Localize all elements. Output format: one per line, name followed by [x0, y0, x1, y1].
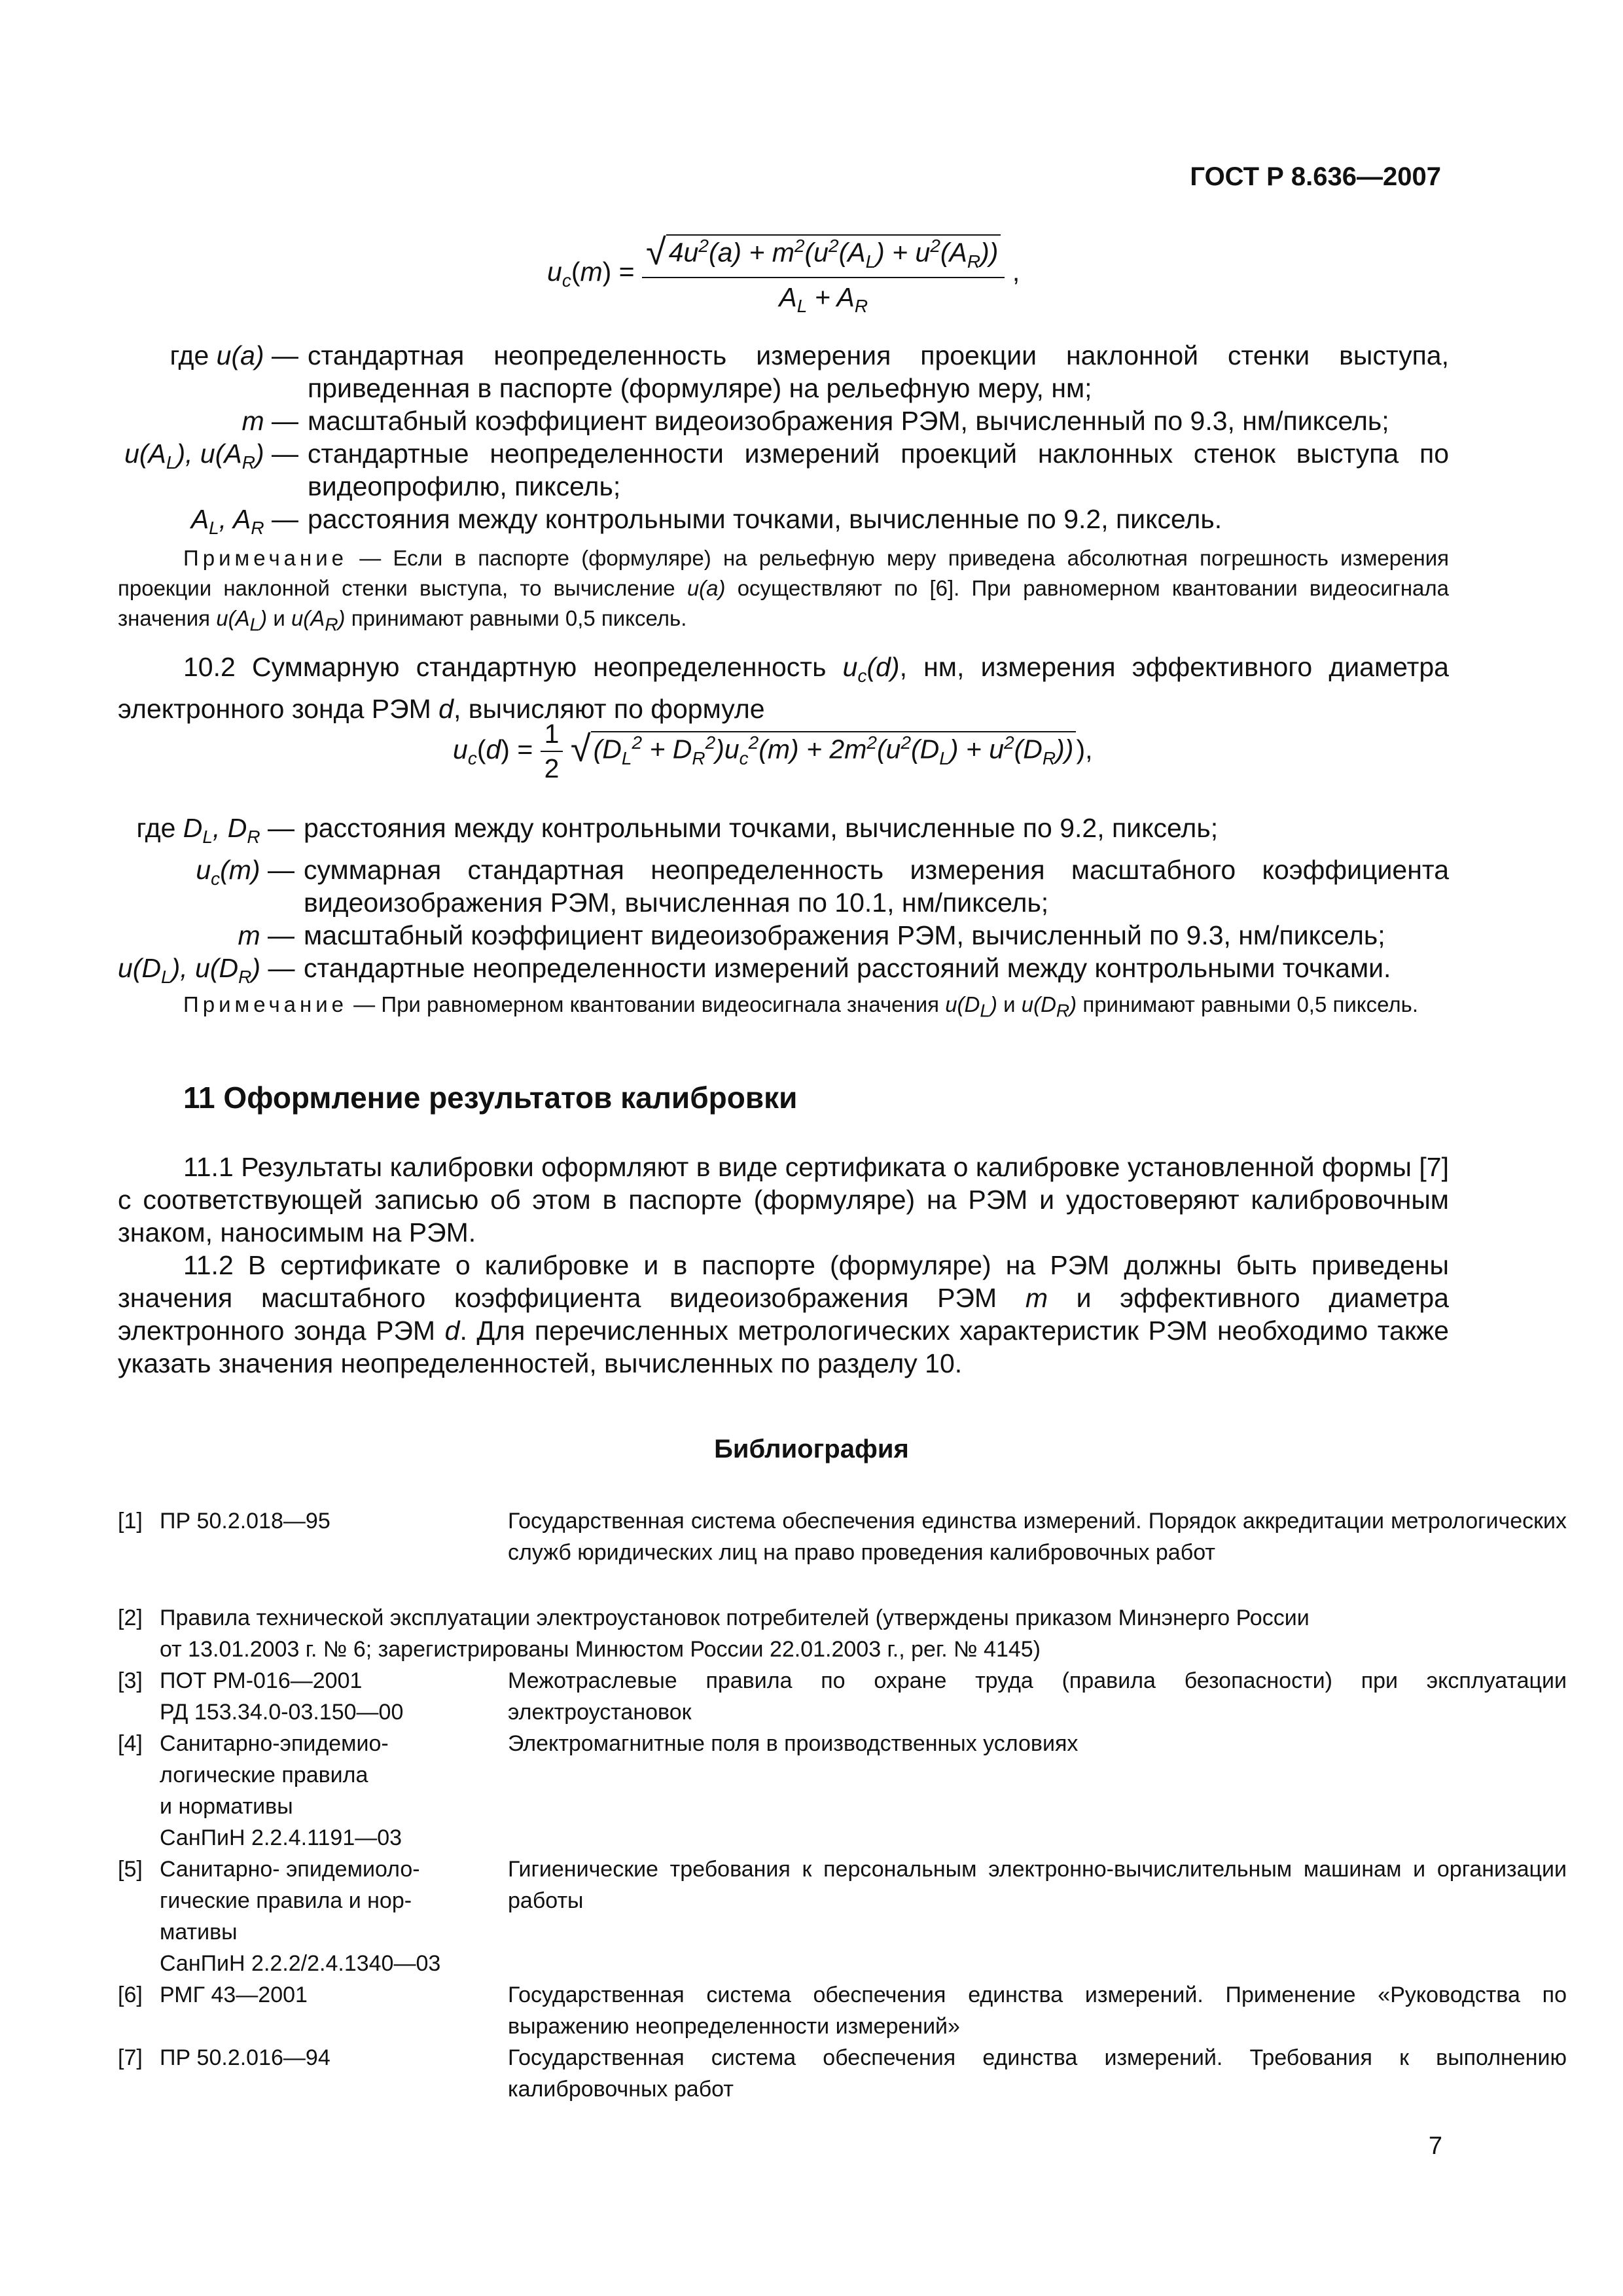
definition-row: $u(D_L)$, $u(D_R)$ — стандартные неопределенности измерений расстояний между контрольными точками.	[118, 953, 1391, 988]
note-label: Примечание	[183, 992, 348, 1016]
definition-row: где $D_L$, $D_R$ — расстояния между контрольными точками, вычисленные по 9.2, пиксель;	[136, 813, 1219, 848]
definitions-formula-1	[118, 339, 1449, 545]
definition-row: m — масштабный коэффициент видеоизображения РЭМ, вычисленный по 9.3, нм/пиксель;	[241, 406, 1389, 436]
section-11-heading: 11 Оформление результатов калибровки	[183, 1081, 798, 1115]
bibliography-title: Библиография	[714, 1435, 909, 1463]
page-number: 7	[1428, 2132, 1442, 2160]
definition-row: где u(a) — стандартная неопределенность измерения проекции наклонной стенки выступа, приведенная в паспорте (формуляре) на рельефную меру, нм;	[169, 340, 1449, 403]
definition-row: m — масштабный коэффициент видеоизображения РЭМ, вычисленный по 9.3, нм/пиксель;	[238, 920, 1385, 951]
definitions-formula-2	[118, 812, 1449, 994]
paragraph-11-1: 11.1 Результаты калибровки оформляют в виде сертификата о калибровке установленной формы [7] с соответствующей записью об этом в паспорте (формуляре) на РЭМ и удостоверяют калибровочным знаком, наносимым на РЭМ.	[118, 1152, 1449, 1247]
definition-row: $u_c(m)$ — суммарная стандартная неопределенность измерения масштабного коэффициента видеоизображения РЭМ, вычисленная по 10.1, нм/пиксель;	[196, 855, 1449, 918]
definition-row: $u(A_L)$, $u(A_R)$ — стандартные неопределенности измерений проекций наклонных стенок выступа по видеопрофилю, пиксель;	[124, 439, 1449, 501]
bibliography-list: [1] ПР 50.2.018—95 Государственная система обеспечения единства измерений. Порядок аккредитации метрологических служб юридических лиц на право проведения калибровочных работ [2] Правила технической эксплуатации электроустановок потребителей (утверждены приказом Минэнерго России от 13.01.2003 г. № 6; зарегистрированы Минюстом России 22.01.2003 г., рег. № 4145) [3] ПОТ РМ-016—2001 РД 153.34.0-03.150—00 Межотраслевые правила по охране труда (правила безопасности) при эксплуатации электроустановок [4] Санитарно-эпидемио- логические правила и нормативы СанПиН 2.2.4.1191—03 Электромагнитные поля в производственных условиях [5] Санитарно- эпидемиоло- гические правила и нор- мативы СанПиН 2.2.2/2.4.1340—03 Гигиенические требования к персональным электронно-вычислительным машинам и организации работы [6] РМГ 43—2001 Государственная система обеспечения единства измерений. Применение «Руководства по выражению неопределенности измерений» [7] ПР 50.2.016—94 Государственная система обеспечения единства измерений. Требования к выполнению калибровочных работ	[118, 1509, 1567, 2102]
note-label: Примечание	[183, 546, 348, 570]
note-2: Примечание — При равномерном квантовании видеосигнала значения $u(D_L)$ и $u(D_R)$ принимают равными 0,5 пиксель.	[183, 992, 1418, 1021]
document-header: ГОСТ Р 8.636—2007	[1190, 162, 1441, 191]
note-1: Примечание — Если в паспорте (формуляре) на рельефную меру приведена абсолютная погрешность измерения проекции наклонной стенки выступа, то вычисление u(a) осуществляют по [6]. При равномерном квантовании видеосигнала значения $u(A_L)$ и $u(A_R)$ принимают равными 0,5 пиксель.	[118, 546, 1450, 635]
definition-row: $A_L$, $A_R$ — расстояния между контрольными точками, вычисленные по 9.2, пиксель.	[190, 504, 1222, 539]
paragraph-10-2: 10.2 Суммарную стандартную неопределенность $u_c(d)$, нм, измерения эффективного диаметра электронного зонда РЭМ d, вычисляют по формуле	[118, 652, 1449, 725]
paragraph-11-2: 11.2 В сертификате о калибровке и в паспорте (формуляре) на РЭМ должны быть приведены значения масштабного коэффициента видеоизображения РЭМ m и эффективного диаметра электронного зонда РЭМ d. Для перечисленных метрологических характеристик РЭМ необходимо также указать значения неопределенностей, вычисленных по разделу 10.	[118, 1250, 1449, 1378]
formula-uc-m: $u_c(m)$ = $\frac{√4u^2(a) + m^2(u^2(A_L) + u^2(A_R))}{A_L + A_R}$ ,	[547, 231, 1020, 317]
formula-uc-d: $u_c(d)$ = $\frac{1}{2}$ $√(D_L^2 + D_R^2)u_c^2(m) + 2m^2(u^2(D_L) + u^2(D_R))$),	[453, 719, 1093, 783]
